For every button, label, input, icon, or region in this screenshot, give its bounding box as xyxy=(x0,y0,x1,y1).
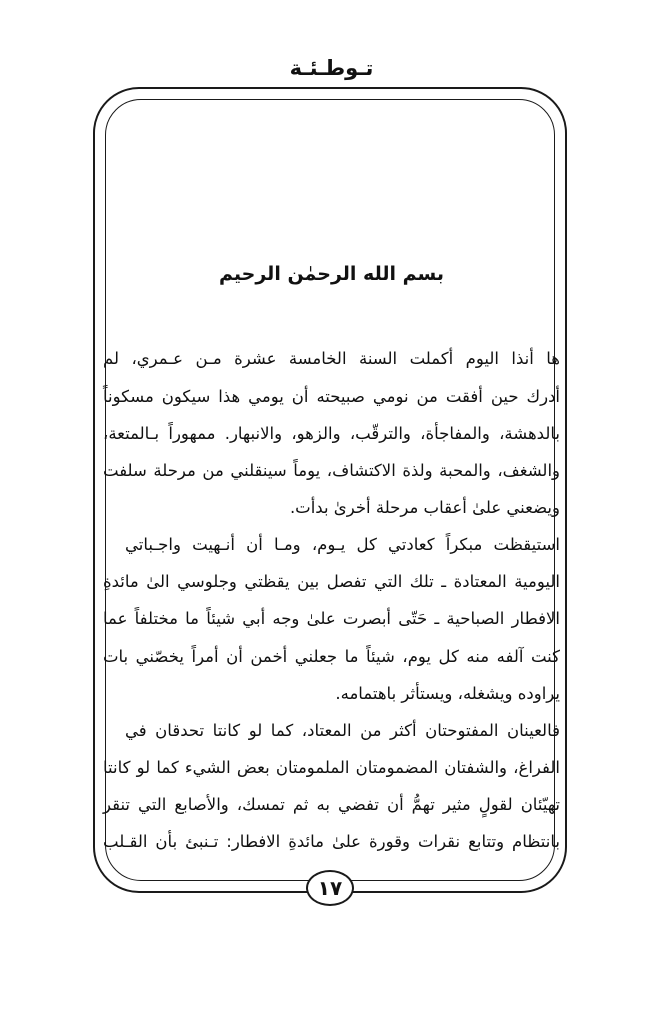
text-line-14: بانتظام وتتابع نقرات وقورة علىٰ مائدةِ الافطار: تـنبئ بأن القـلب xyxy=(103,832,560,851)
text-line-7: اليومية المعتادة ـ تلك التي تفصل بين يقظتي وجلوسي الىٰ مائدةِ xyxy=(103,572,560,591)
text-line-13: تهيّئان لقولٍ مثير تهمُّ أن تفضي به ثم تمسك، والأصابع التي تنقر xyxy=(103,795,560,814)
text-line-12: الفراغ، والشفتان المضمومتان الملمومتان بعض الشيء كما لو كانتا xyxy=(103,758,560,777)
text-line-10: يراوده ويشغله، ويستأثر باهتمامه. xyxy=(335,684,560,703)
text-line-9: كنت آلفه منه كل يوم، شيئاً ما جعلني أخمن أن أمراً يخصّني بات xyxy=(103,647,560,666)
text-line-2: أدرك حين أفقت من نومي صبيحته أن يومي هذا سيكون مسكوناً xyxy=(103,387,560,406)
text-line-1: ها أنذا اليوم أكملت السنة الخامسة عشرة مـن عـمري، لم xyxy=(103,349,560,368)
running-header: تـوطـئـة xyxy=(289,56,374,80)
basmala-heading: بسم الله الرحمٰن الرحيم xyxy=(219,263,444,285)
text-line-6: استيقظت مبكراً كعادتي كل يـوم، ومـا أن أنـهيت واجـباتي xyxy=(125,535,560,554)
text-line-3: بالدهشة، والمفاجأة، والترقّب، والزهو، والانبهار. ممهوراً بـالمتعة، xyxy=(103,424,560,443)
text-line-8: الافطار الصباحية ـ حَتّى أبصرت علىٰ وجه أبي شيئاً ما مختلفاً عما xyxy=(103,609,560,628)
text-line-4: والشغف، والمحبة ولذة الاكتشاف، يوماً سينقلني من مرحلة سلفت xyxy=(103,461,560,480)
page-number: ١٧ xyxy=(306,870,354,906)
text-line-5: ويضعني علىٰ أعقاب مرحلة أخرىٰ بدأت. xyxy=(289,498,560,517)
text-line-11: فالعينان المفتوحتان أكثر من المعتاد، كما لو كانتا تحدقان في xyxy=(125,721,560,740)
